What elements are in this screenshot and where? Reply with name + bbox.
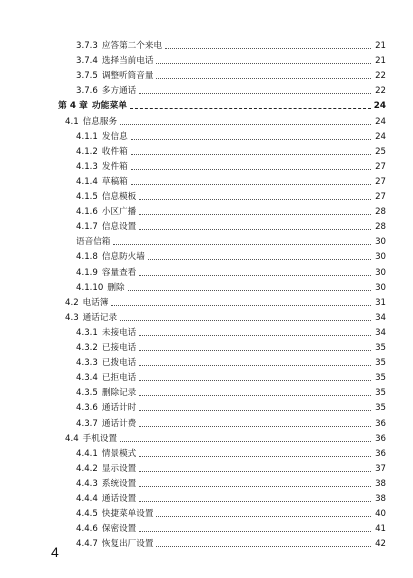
page-number: 4 xyxy=(51,544,59,560)
toc-entry-page: 22 xyxy=(375,71,386,81)
toc-entry-page: 30 xyxy=(375,237,386,247)
toc-entry[interactable] xyxy=(76,446,386,460)
toc-entry-page: 38 xyxy=(375,479,386,489)
toc-entry-page: 35 xyxy=(375,358,386,368)
toc-entry-number: 4.1.8 xyxy=(76,252,98,262)
toc-entry-title: 已拒电话 xyxy=(101,373,137,383)
toc-entry[interactable] xyxy=(76,370,386,384)
toc-entry[interactable] xyxy=(65,295,386,309)
toc-entry-page: 24 xyxy=(375,117,386,127)
toc-entry-title: 草稿箱 xyxy=(101,177,128,187)
toc-entry-page: 36 xyxy=(375,434,386,444)
toc-dot-leader xyxy=(139,426,371,427)
toc-dot-leader xyxy=(128,290,371,291)
toc-entry-page: 35 xyxy=(375,343,386,353)
toc-dot-leader xyxy=(131,139,371,140)
toc-dot-leader xyxy=(120,124,371,125)
toc-entry[interactable] xyxy=(58,98,386,112)
toc-entry[interactable] xyxy=(76,385,386,399)
toc-dot-leader xyxy=(139,350,371,351)
toc-entry-title: 恢复出厂设置 xyxy=(101,539,154,549)
toc-dot-leader xyxy=(156,78,371,79)
toc-entry[interactable] xyxy=(76,325,386,339)
toc-entry[interactable] xyxy=(76,536,386,550)
toc-entry-title: 信息设置 xyxy=(101,222,137,232)
toc-entry[interactable] xyxy=(76,476,386,490)
toc-entry[interactable] xyxy=(76,234,386,248)
toc-entry-title: 语音信箱 xyxy=(76,237,111,247)
toc-entry-title: 功能菜单 xyxy=(91,101,128,111)
toc-entry-page: 42 xyxy=(375,539,386,549)
toc-entry-number: 4.4 xyxy=(65,434,79,444)
toc-entry-number: 3.7.5 xyxy=(76,71,98,81)
toc-entry-page: 27 xyxy=(375,162,386,172)
toc-entry-number: 4.1.9 xyxy=(76,268,98,278)
toc-entry-title: 通话计费 xyxy=(101,419,137,429)
toc-entry-page: 30 xyxy=(375,252,386,262)
toc-entry-page: 40 xyxy=(375,509,386,519)
toc-entry-number: 4.1.7 xyxy=(76,222,98,232)
toc-entry-page: 24 xyxy=(373,101,386,111)
toc-dot-leader xyxy=(139,380,371,381)
toc-entry-title: 手机设置 xyxy=(82,434,118,444)
toc-entry[interactable] xyxy=(76,53,386,67)
toc-dot-leader xyxy=(139,275,371,276)
toc-entry-number: 4.3.7 xyxy=(76,419,98,429)
toc-entry-number: 4.4.6 xyxy=(76,524,98,534)
toc-entry-title: 选择当前电话 xyxy=(101,56,154,66)
toc-entry-title: 收件箱 xyxy=(101,147,128,157)
toc-entry-title: 发件箱 xyxy=(101,162,128,172)
toc-entry-number: 4.1.2 xyxy=(76,147,98,157)
toc-entry[interactable] xyxy=(76,521,386,535)
toc-dot-leader xyxy=(139,214,371,215)
toc-entry-page: 28 xyxy=(375,207,386,217)
toc-entry-title: 信息防火墙 xyxy=(101,252,145,262)
toc-entry-page: 36 xyxy=(375,419,386,429)
toc-entry[interactable] xyxy=(65,431,386,445)
toc-entry-page: 34 xyxy=(375,328,386,338)
toc-entry-page: 21 xyxy=(375,56,386,66)
toc-entry-title: 小区广播 xyxy=(101,207,137,217)
toc-entry[interactable] xyxy=(76,491,386,505)
toc-entry-page: 22 xyxy=(375,86,386,96)
toc-entry-title: 调整听筒音量 xyxy=(101,71,154,81)
toc-dot-leader xyxy=(139,199,371,200)
toc-entry[interactable] xyxy=(76,265,386,279)
toc-entry-number: 4.1.5 xyxy=(76,192,98,202)
toc-dot-leader xyxy=(120,441,371,442)
toc-entry-number: 3.7.4 xyxy=(76,56,98,66)
toc-entry-title: 容量查看 xyxy=(101,268,137,278)
toc-entry-number: 4.4.3 xyxy=(76,479,98,489)
toc-dot-leader xyxy=(139,335,371,336)
toc-dot-leader xyxy=(139,229,371,230)
toc-entry-page: 27 xyxy=(375,177,386,187)
toc-entry-title: 删除 xyxy=(107,283,125,293)
toc-entry[interactable] xyxy=(76,204,386,218)
toc-entry[interactable] xyxy=(76,38,386,52)
toc-entry-number: 4.1 xyxy=(65,117,79,127)
toc-entry-number: 4.4.1 xyxy=(76,449,98,459)
toc-dot-leader xyxy=(139,456,371,457)
toc-entry-number: 4.1.3 xyxy=(76,162,98,172)
toc-entry-page: 30 xyxy=(375,283,386,293)
toc-entry[interactable] xyxy=(76,68,386,82)
toc-dot-leader xyxy=(139,93,371,94)
toc-entry-title: 删除记录 xyxy=(101,388,137,398)
toc-entry-title: 信息模板 xyxy=(101,192,137,202)
toc-entry-page: 31 xyxy=(375,298,386,308)
toc-dot-leader xyxy=(130,108,371,109)
toc-entry-number: 第 4 章 xyxy=(58,101,88,111)
toc-entry-page: 24 xyxy=(375,132,386,142)
toc-entry-number: 4.2 xyxy=(65,298,79,308)
toc-entry-number: 3.7.3 xyxy=(76,41,98,51)
toc-entry[interactable] xyxy=(65,310,386,324)
toc-entry[interactable] xyxy=(76,340,386,354)
toc-entry[interactable] xyxy=(76,129,386,143)
toc-entry-number: 4.3.1 xyxy=(76,328,98,338)
toc-entry-title: 显示设置 xyxy=(101,464,137,474)
toc-dot-leader xyxy=(131,169,371,170)
toc-dot-leader xyxy=(113,244,371,245)
toc-entry-title: 通话记录 xyxy=(82,313,118,323)
toc-entry-number: 4.3.4 xyxy=(76,373,98,383)
toc-entry-page: 41 xyxy=(375,524,386,534)
toc-entry-title: 系统设置 xyxy=(101,479,137,489)
toc-entry[interactable] xyxy=(76,355,386,369)
toc-entry-page: 35 xyxy=(375,373,386,383)
toc-entry[interactable] xyxy=(76,416,386,430)
toc-entry-number: 4.1.10 xyxy=(76,283,104,293)
toc-entry-number: 4.3.5 xyxy=(76,388,98,398)
toc-entry-number: 4.4.7 xyxy=(76,539,98,549)
toc-entry-title: 发信息 xyxy=(101,132,128,142)
toc-entry[interactable] xyxy=(76,506,386,520)
toc-entry-number: 4.4.2 xyxy=(76,464,98,474)
toc-dot-leader xyxy=(139,395,371,396)
toc-dot-leader xyxy=(148,259,371,260)
toc-dot-leader xyxy=(120,320,371,321)
toc-entry-page: 30 xyxy=(375,268,386,278)
toc-entry-title: 已接电话 xyxy=(101,343,137,353)
toc-entry-title: 快捷菜单设置 xyxy=(101,509,154,519)
toc-dot-leader xyxy=(139,501,371,502)
toc-entry-number: 4.4.5 xyxy=(76,509,98,519)
toc-entry-number: 4.3.6 xyxy=(76,403,98,413)
toc-entry-page: 35 xyxy=(375,403,386,413)
toc-entry[interactable] xyxy=(76,144,386,158)
toc-entry-page: 34 xyxy=(375,313,386,323)
toc-entry-page: 38 xyxy=(375,494,386,504)
toc-entry-number: 3.7.6 xyxy=(76,86,98,96)
toc-entry[interactable] xyxy=(76,219,386,233)
toc-entry-page: 21 xyxy=(375,41,386,51)
toc-dot-leader xyxy=(156,546,371,547)
toc-entry-number: 4.3 xyxy=(65,313,79,323)
toc-entry[interactable] xyxy=(76,249,386,263)
toc-entry-page: 36 xyxy=(375,449,386,459)
toc-entry-title: 应答第二个来电 xyxy=(101,41,163,51)
toc-entry[interactable] xyxy=(76,400,386,414)
toc-entry-number: 4.3.2 xyxy=(76,343,98,353)
toc-dot-leader xyxy=(139,365,371,366)
toc-entry-title: 未接电话 xyxy=(101,328,137,338)
toc-entry-page: 25 xyxy=(375,147,386,157)
toc-entry[interactable] xyxy=(76,159,386,173)
toc-entry[interactable] xyxy=(76,83,386,97)
toc-entry-page: 35 xyxy=(375,388,386,398)
toc-entry[interactable] xyxy=(65,114,386,128)
toc-entry-number: 4.4.4 xyxy=(76,494,98,504)
toc-entry-number: 4.1.1 xyxy=(76,132,98,142)
toc-entry[interactable] xyxy=(76,174,386,188)
toc-dot-leader xyxy=(131,184,371,185)
toc-dot-leader xyxy=(139,410,371,411)
toc-dot-leader xyxy=(139,471,371,472)
toc-dot-leader xyxy=(139,486,371,487)
toc-entry-title: 保密设置 xyxy=(101,524,137,534)
toc-entry-number: 4.3.3 xyxy=(76,358,98,368)
toc-entry-title: 多方通话 xyxy=(101,86,137,96)
toc-dot-leader xyxy=(111,305,371,306)
toc-entry-number: 4.1.4 xyxy=(76,177,98,187)
toc-entry-page: 37 xyxy=(375,464,386,474)
toc-dot-leader xyxy=(139,531,371,532)
toc-dot-leader xyxy=(165,48,371,49)
toc-entry[interactable] xyxy=(76,461,386,475)
toc-entry[interactable] xyxy=(76,280,386,294)
toc-entry-title: 情景模式 xyxy=(101,449,137,459)
toc-entry-title: 已拨电话 xyxy=(101,358,137,368)
toc-entry-title: 通话设置 xyxy=(101,494,137,504)
toc-entry-title: 电话簿 xyxy=(82,298,109,308)
toc-dot-leader xyxy=(131,154,371,155)
toc-entry-page: 27 xyxy=(375,192,386,202)
toc-entry-page: 28 xyxy=(375,222,386,232)
toc-entry-title: 信息服务 xyxy=(82,117,118,127)
toc-entry-title: 通话计时 xyxy=(101,403,137,413)
toc-entry-number: 4.1.6 xyxy=(76,207,98,217)
toc-entry[interactable] xyxy=(76,189,386,203)
toc-dot-leader xyxy=(156,516,371,517)
toc-dot-leader xyxy=(156,63,371,64)
